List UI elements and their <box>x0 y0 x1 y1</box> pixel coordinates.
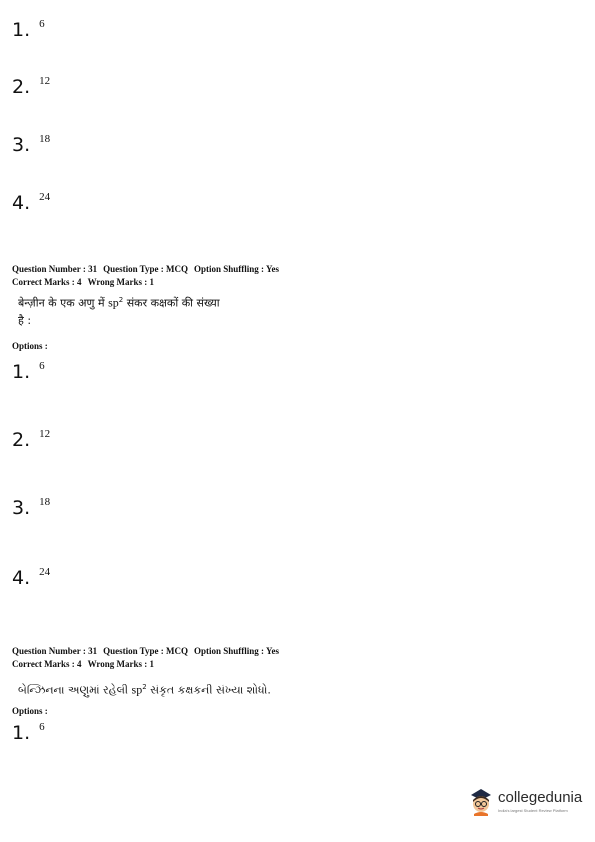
question-text <box>18 679 271 699</box>
question-type: Question Type : MCQ <box>103 264 189 274</box>
correct-marks: Correct Marks : 4 <box>12 277 82 287</box>
option-1[interactable] <box>12 20 45 40</box>
question-meta <box>12 645 279 671</box>
question-meta-line-2 <box>12 276 279 289</box>
question-text-line-2: है : <box>18 313 32 327</box>
correct-marks: Correct Marks : 4 <box>12 659 82 669</box>
option-2[interactable] <box>12 430 50 450</box>
question-text-part: बेन्ज़ीन के एक अणु में <box>18 296 109 310</box>
option-value: 12 <box>39 75 51 87</box>
option-value: 18 <box>39 133 51 145</box>
question-type: Question Type : MCQ <box>103 646 189 656</box>
question-text-part: બેન્ઝિનના અણુમાં રહેલી <box>18 683 132 697</box>
option-value: 6 <box>39 360 45 372</box>
question-number: Question Number : 31 <box>12 264 98 274</box>
options-label: Options : <box>12 341 48 351</box>
option-value: 6 <box>39 721 45 733</box>
option-value: 18 <box>39 496 51 508</box>
question-text <box>18 292 220 329</box>
orbital-symbol: sp <box>108 295 119 310</box>
option-number: 4. <box>12 192 31 214</box>
logo-name: collegedunia <box>498 788 583 806</box>
option-3[interactable] <box>12 135 50 155</box>
wrong-marks: Wrong Marks : 1 <box>87 277 154 287</box>
option-number: 2. <box>12 429 31 451</box>
option-number: 4. <box>12 567 31 589</box>
question-meta-line-1 <box>12 645 279 658</box>
options-label: Options : <box>12 706 48 716</box>
option-1[interactable] <box>12 723 45 743</box>
question-text-part: સંકૃત કક્ષકની સંખ્યા શોધો. <box>146 683 271 697</box>
option-1[interactable] <box>12 362 45 382</box>
option-value: 24 <box>39 191 51 203</box>
option-number: 3. <box>12 497 31 519</box>
collegedunia-logo <box>468 786 582 816</box>
question-meta-line-2 <box>12 658 279 671</box>
orbital-superscript: 2 <box>142 683 147 691</box>
option-number: 3. <box>12 134 31 156</box>
option-number: 1. <box>12 722 31 744</box>
orbital-symbol: sp <box>131 682 143 697</box>
option-number: 1. <box>12 19 31 41</box>
wrong-marks: Wrong Marks : 1 <box>87 659 154 669</box>
question-text-part: संकर कक्षकों की संख्या <box>123 296 220 310</box>
option-3[interactable] <box>12 498 50 518</box>
option-2[interactable] <box>12 77 50 97</box>
option-value: 6 <box>39 18 45 30</box>
orbital-superscript: 2 <box>118 296 124 304</box>
option-shuffling: Option Shuffling : Yes <box>194 646 279 656</box>
question-meta <box>12 263 279 289</box>
mascot-icon <box>468 786 494 816</box>
option-value: 12 <box>39 428 51 440</box>
option-number: 1. <box>12 361 31 383</box>
logo-tagline: India's largest Student Review Platform <box>498 807 568 813</box>
question-number: Question Number : 31 <box>12 646 98 656</box>
question-meta-line-1 <box>12 263 279 276</box>
option-4[interactable] <box>12 193 50 213</box>
option-value: 24 <box>39 566 51 578</box>
option-4[interactable] <box>12 568 50 588</box>
option-shuffling: Option Shuffling : Yes <box>194 264 279 274</box>
option-number: 2. <box>12 76 31 98</box>
